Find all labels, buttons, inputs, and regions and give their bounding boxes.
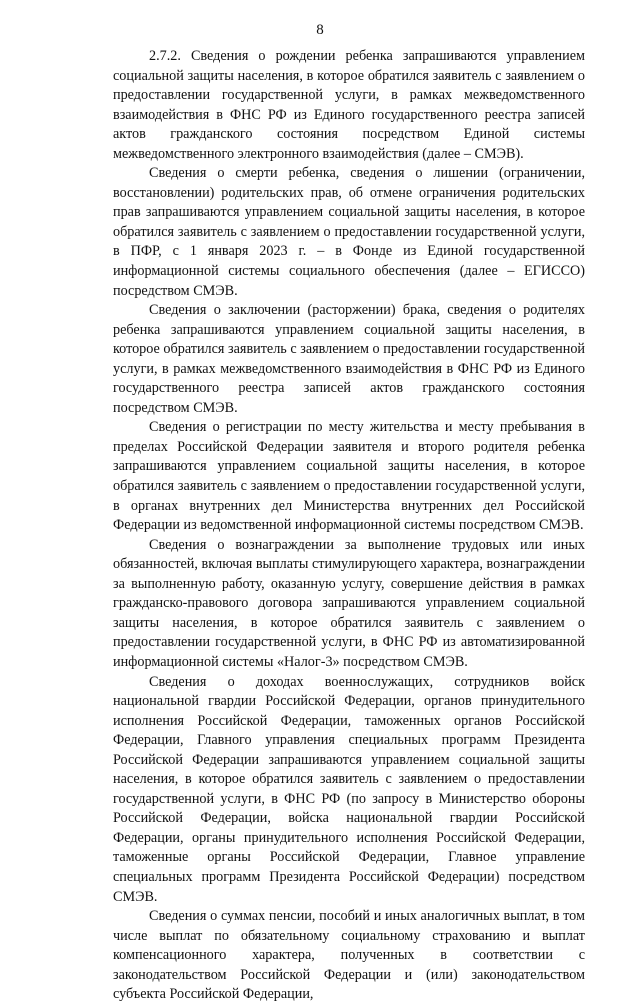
page-number: 8: [316, 22, 324, 38]
document-body: [113, 47, 585, 1005]
paragraph-remuneration: Сведения о вознаграждении за выполнение трудовых или иных обязанностей, включая выплаты стимулирующего характера, вознаграждении за выполненную работу, оказанную услугу, совершение действия в рамках гражданско-правового договора запрашиваются управлением социальной защиты населения, в которое обратился заявитель с заявлением о предоставлении государственной услуги, в ФНС РФ из автоматизированной информационной системы «Налог-3» посредством СМЭВ.: [113, 536, 585, 670]
paragraph-marriage: Сведения о заключении (расторжении) брака, сведения о родителях ребенка запрашиваются управлением социальной защиты населения, в которое обратился заявитель с заявлением о предоставлении государственной услуги, в рамках межведомственного взаимодействия в ФНС РФ из Единого государственного реестра записей актов гражданского состояния посредством СМЭВ.: [113, 302, 585, 416]
paragraph-child-death: Сведения о смерти ребенка, сведения о лишении (ограничении, восстановлении) родительских прав, об отмене ограничения родительских прав запрашиваются управлением социальной защиты населения, в которое обратился заявитель с заявлением о предоставлении государственной услуги, в ПФР, с 1 января 2023 г. – в Фонде из Единой государственной информационной системы социального обеспечения (далее – ЕГИССО) посредством СМЭВ.: [113, 165, 585, 299]
paragraph-2-7-2: 2.7.2. Сведения о рождении ребенка запрашиваются управлением социальной защиты населения, в которое обратился заявитель с заявлением о предоставлении государственной услуги, в рамках межведомственного взаимодействия в ФНС РФ из Единого государственного реестра записей актов гражданского состояния посредством Единой системы межведомственного электронного взаимодействия (далее – СМЭВ).: [113, 48, 585, 162]
paragraph-pensions: Сведения о суммах пенсии, пособий и иных аналогичных выплат, в том числе выплат по обязательному социальному страхованию и выплат компенсационного характера, полученных в соответствии с законодательством Российской Федерации и (или) законодательством субъекта Российской Федерации,: [113, 908, 585, 1003]
paragraph-military-income: Сведения о доходах военнослужащих, сотрудников войск национальной гвардии Российской Федерации, органов принудительного исполнения Российской Федерации, таможенных органов Российской Федерации, Главного управления специальных программ Президента Российской Федерации запрашиваются управлением социальной защиты населения, в которое обратился заявитель с заявлением о предоставлении государственной услуги, в ФНС РФ (по запросу в Министерство обороны Российской Федерации, войска национальной гвардии Российской Федерации, органы принудительного исполнения Российской Федерации, таможенные органы Российской Федерации, Главное управление специальных программ Президента Российской Федерации) посредством СМЭВ.: [113, 673, 585, 905]
paragraph-registration: Сведения о регистрации по месту жительства и месту пребывания в пределах Российской Федерации заявителя и второго родителя ребенка запрашиваются управлением социальной защиты населения, в которое обратился заявитель с заявлением о предоставлении государственной услуги, в органах внутренних дел Министерства внутренних дел Российской Федерации из ведомственной информационной системы посредством СМЭВ.: [113, 419, 585, 534]
